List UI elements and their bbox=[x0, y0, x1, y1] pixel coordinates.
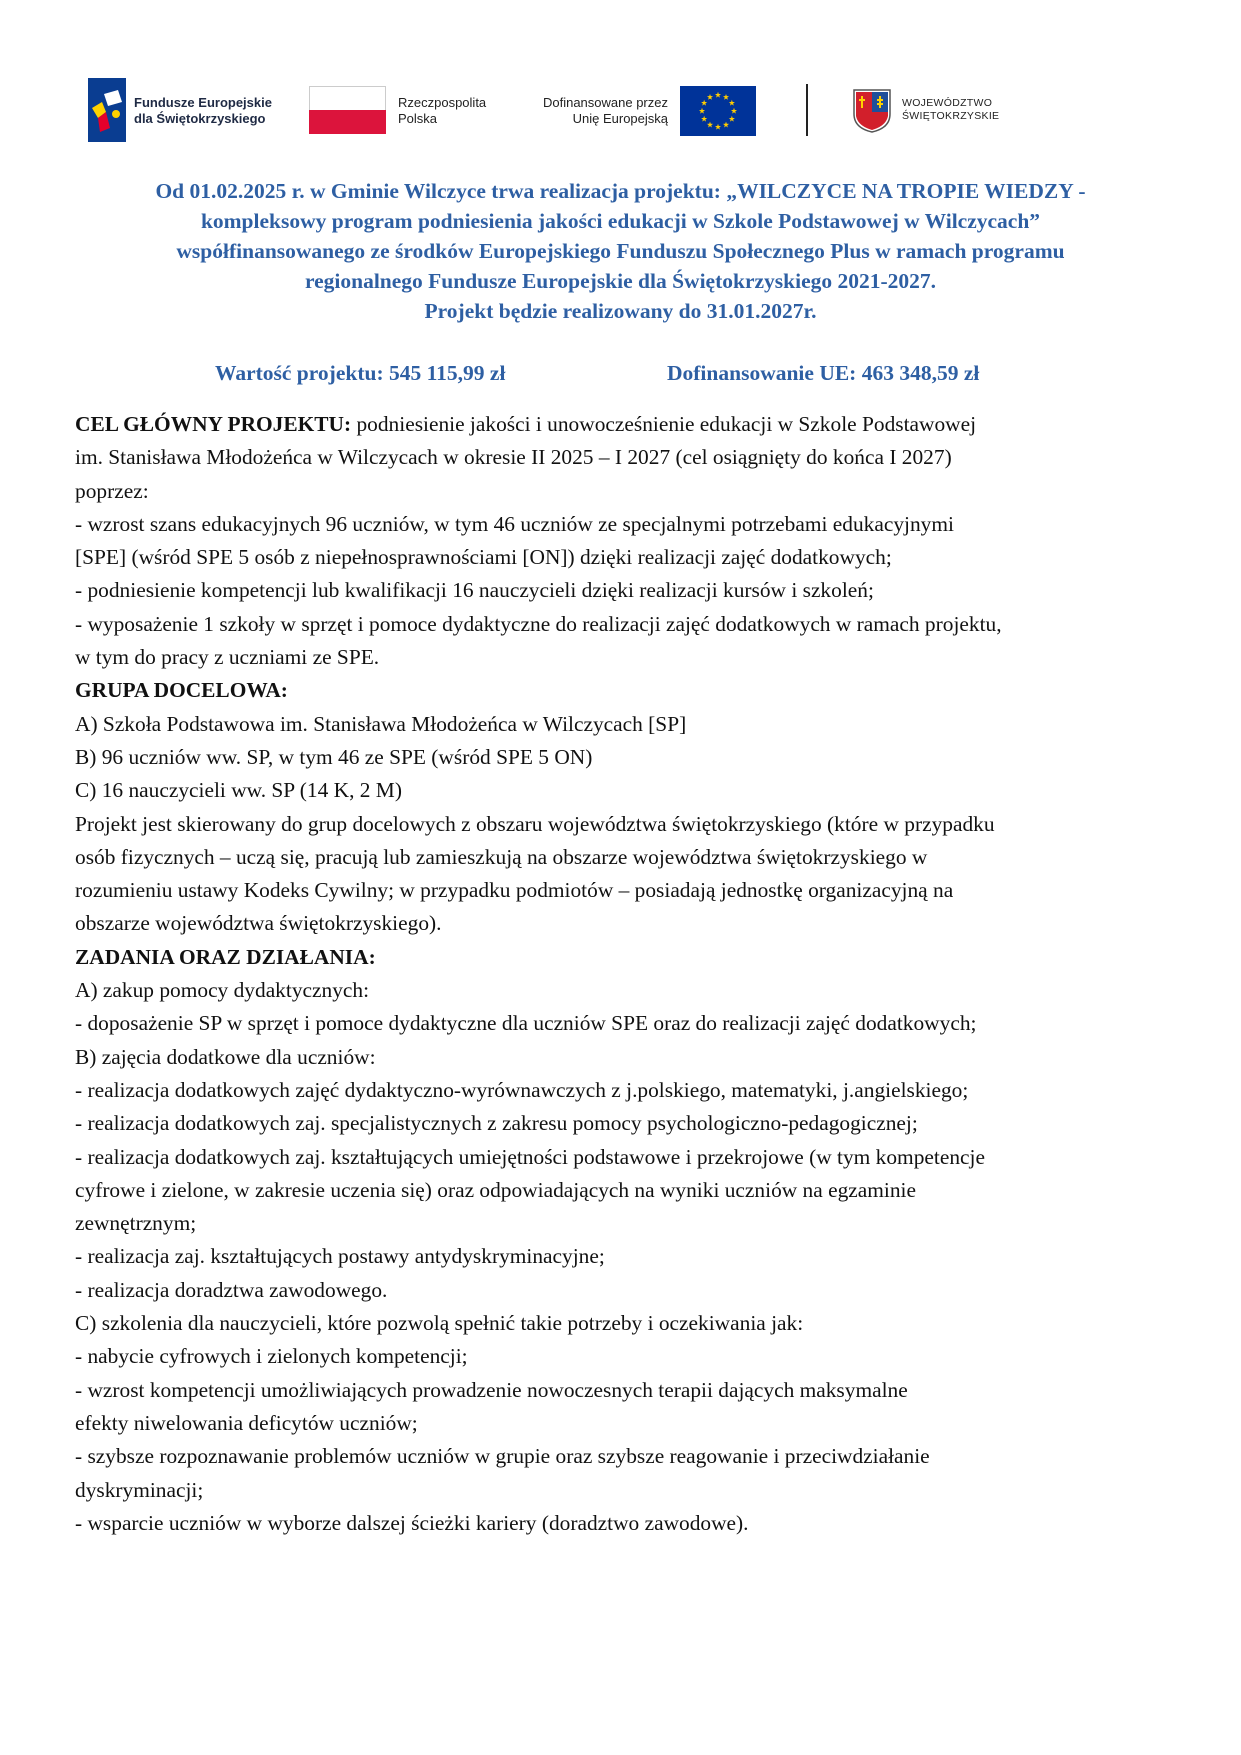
body-line: - realizacja doradztwa zawodowego. bbox=[75, 1277, 388, 1302]
goal-label: CEL GŁÓWNY PROJEKTU: bbox=[75, 412, 352, 436]
swietokrzyskie-coat-of-arms-icon bbox=[852, 88, 892, 134]
body-line: - podniesienie kompetencji lub kwalifikacji 16 nauczycieli dzięki realizacji kursów i szkoleń; bbox=[75, 578, 874, 603]
body-line: C) 16 nauczycieli ww. SP (14 K, 2 M) bbox=[75, 778, 402, 803]
goal-first-line bbox=[75, 408, 1175, 441]
body-line: w tym do pracy z uczniami ze SPE. bbox=[75, 645, 380, 670]
body-line: B) 96 uczniów ww. SP, w tym 46 ze SPE (wśród SPE 5 ON) bbox=[75, 744, 593, 769]
body-line: rozumieniu ustawy Kodeks Cywilny; w przypadku podmiotów – posiadają jednostkę organizacyjną na bbox=[75, 878, 954, 903]
eu-funding-value: Dofinansowanie UE: 463 348,59 zł bbox=[667, 361, 980, 385]
body-line: C) szkolenia dla nauczycieli, które pozwolą spełnić takie potrzeby i oczekiwania jak: bbox=[75, 1311, 804, 1336]
body-line: A) zakup pomocy dydaktycznych: bbox=[75, 978, 370, 1003]
fundusze-europejskie-logo-text: Fundusze Europejskie dla Świętokrzyskiego bbox=[134, 95, 272, 126]
body-line: - szybsze rozpoznawanie problemów uczniów w grupie oraz szybsze reagowanie i przeciwdziałanie bbox=[75, 1444, 930, 1469]
wojewodztwo-swietokrzyskie-text: WOJEWÓDZTWO ŚWIĘTOKRZYSKIE bbox=[902, 97, 1000, 122]
polish-flag-icon bbox=[309, 86, 386, 134]
body-line: A) Szkoła Podstawowa im. Stanisława Młodożeńca w Wilczycach [SP] bbox=[75, 711, 687, 736]
body-line: dyskryminacji; bbox=[75, 1477, 204, 1502]
eu-cofunded-text: Dofinansowane przez Unię Europejską bbox=[542, 95, 668, 126]
heading-line: współfinansowanego ze środków Europejskiego Funduszu Społecznego Plus w ramach programu bbox=[176, 239, 1065, 263]
heading-line: Projekt będzie realizowany do 31.01.2027r. bbox=[424, 299, 817, 323]
fundusze-europejskie-logo-icon bbox=[88, 78, 128, 142]
tasks-label: ZADANIA ORAZ DZIAŁANIA: bbox=[75, 944, 376, 969]
body-line: - doposażenie SP w sprzęt i pomoce dydaktyczne dla uczniów SPE oraz do realizacji zajęć dodatkowych; bbox=[75, 1011, 977, 1036]
heading-line: Od 01.02.2025 r. w Gminie Wilczyce trwa realizacja projektu: „WILCZYCE NA TROPIE WIEDZY - bbox=[155, 179, 1086, 203]
eu-flag-icon bbox=[680, 86, 756, 136]
body-line: - realizacja zaj. kształtujących postawy antydyskryminacyjne; bbox=[75, 1244, 605, 1269]
heading-line: kompleksowy program podniesienia jakości edukacji w Szkole Podstawowej w Wilczycach” bbox=[200, 209, 1041, 233]
body-line: - wyposażenie 1 szkoły w sprzęt i pomoce dydaktyczne do realizacji zajęć dodatkowych w ramach projektu, bbox=[75, 611, 1002, 636]
rzeczpospolita-polska-text: Rzeczpospolita Polska bbox=[398, 95, 487, 126]
body-line: cyfrowe i zielone, w zakresie uczenia się) oraz odpowiadających na wyniki uczniów na egzaminie bbox=[75, 1177, 916, 1202]
logo-strip bbox=[0, 78, 1241, 142]
body-line: Projekt jest skierowany do grup docelowych z obszaru województwa świętokrzyskiego (które w przypadku bbox=[75, 811, 995, 836]
body-line: osób fizycznych – uczą się, pracują lub zamieszkują na obszarze województwa świętokrzyskiego w bbox=[75, 844, 928, 869]
body-line: - wzrost szans edukacyjnych 96 uczniów, w tym 46 uczniów ze specjalnymi potrzebami edukacyjnymi bbox=[75, 511, 954, 536]
body-line: - realizacja dodatkowych zaj. specjalistycznych z zakresu pomocy psychologiczno-pedagogicznej; bbox=[75, 1111, 918, 1136]
logo-divider bbox=[806, 84, 808, 136]
project-heading bbox=[60, 176, 1181, 326]
body-line: poprzez: bbox=[75, 478, 149, 503]
body-line: B) zajęcia dodatkowe dla uczniów: bbox=[75, 1044, 376, 1069]
body-line: - wzrost kompetencji umożliwiających prowadzenie nowoczesnych terapii dających maksymalne bbox=[75, 1377, 908, 1402]
body-line: - realizacja dodatkowych zajęć dydaktyczno-wyrównawczych z j.polskiego, matematyki, j.angielskiego; bbox=[75, 1077, 969, 1102]
body-line: - nabycie cyfrowych i zielonych kompetencji; bbox=[75, 1344, 468, 1369]
document-body bbox=[75, 408, 1175, 1540]
body-line: - realizacja dodatkowych zaj. kształtujących umiejętności podstawowe i przekrojowe (w tym kompetencje bbox=[75, 1144, 985, 1169]
body-line: - wsparcie uczniów w wyborze dalszej ścieżki kariery (doradztwo zawodowe). bbox=[75, 1510, 749, 1535]
body-line: [SPE] (wśród SPE 5 osób z niepełnosprawnościami [ON]) dzięki realizacji zajęć dodatkowych; bbox=[75, 545, 892, 570]
body-line: obszarze województwa świętokrzyskiego). bbox=[75, 911, 442, 936]
body-line: zewnętrznym; bbox=[75, 1211, 197, 1236]
project-value: Wartość projektu: 545 115,99 zł bbox=[215, 361, 506, 385]
body-line: im. Stanisława Młodożeńca w Wilczycach w okresie II 2025 – I 2027 (cel osiągnięty do końca I 2027) bbox=[75, 445, 952, 470]
heading-line: regionalnego Fundusze Europejskie dla Świętokrzyskiego 2021-2027. bbox=[304, 269, 937, 293]
goal-text: podniesienie jakości i unowocześnienie edukacji w Szkole Podstawowej bbox=[351, 412, 977, 436]
body-line: efekty niwelowania deficytów uczniów; bbox=[75, 1410, 418, 1435]
target-group-label: GRUPA DOCELOWA: bbox=[75, 678, 288, 703]
